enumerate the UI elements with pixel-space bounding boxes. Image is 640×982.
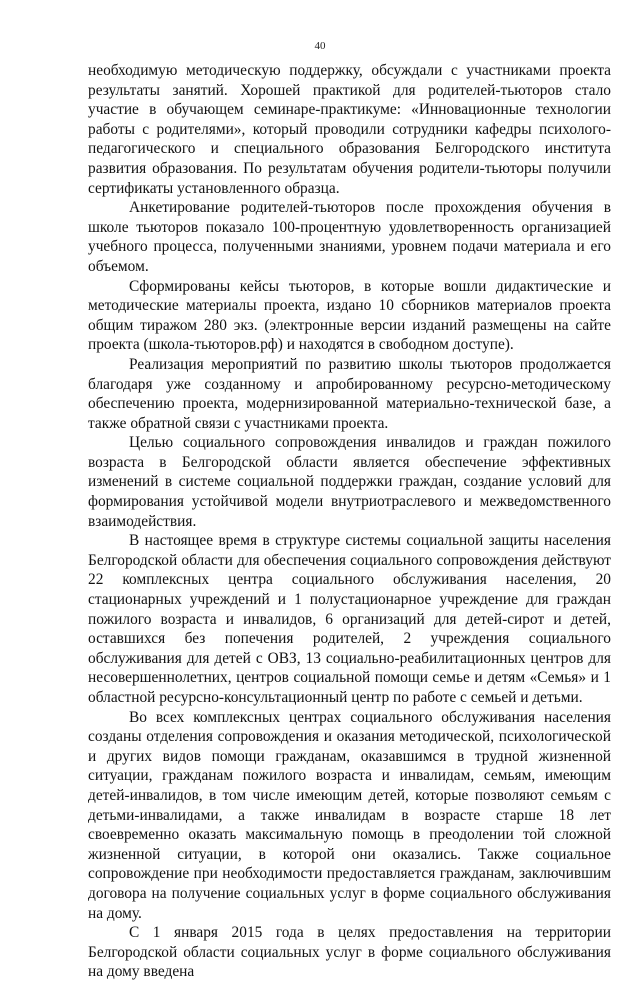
paragraph: Реализация мероприятий по развитию школы тьюторов продолжается благодаря уже созданному и апробированному ресурсно-методическому обеспечению проекта, модернизированной материально-технической базе, а также обратной связи с участниками проекта. bbox=[88, 355, 611, 432]
paragraph: Сформированы кейсы тьюторов, в которые вошли дидактические и методические материалы проекта, издано 10 сборников материалов проекта общим тиражом 280 экз. (электронные версии изданий размещены на сайте проекта (школа-тьюторов.рф) и находятся в свободном доступе). bbox=[88, 277, 611, 354]
paragraph: Целью социального сопровождения инвалидов и граждан пожилого возраста в Белгородской области является обеспечение эффективных изменений в системе социальной поддержки граждан, создание условий для формирования устойчивой модели внутриотраслевого и межведомственного взаимодействия. bbox=[88, 434, 611, 530]
paragraph: С 1 января 2015 года в целях предоставления на территории Белгородской области социальных услуг в форме социального обслуживания на дому введена bbox=[88, 924, 611, 981]
document-body bbox=[88, 61, 611, 982]
paragraph: В настоящее время в структуре системы социальной защиты населения Белгородской области для обеспечения социального сопровождения действуют 22 комплексных центра социального обслуживания населения, 20 стационарных учреждений и 1 полустационарное учреждение для граждан пожилого возраста и инвалидов, 6 организаций для детей-сирот и детей, оставшихся без попечения родителей, 2 учреждения социального обслуживания для детей с ОВЗ, 13 социально-реабилитационных центров для несовершеннолетних, центров социальной помощи семье и детям «Семья» и 1 областной ресурсно-консультационный центр по работе с семьей и детьми. bbox=[88, 532, 611, 706]
paragraph: Анкетирование родителей-тьюторов после прохождения обучения в школе тьюторов показало 100-процентную удовлетворенность организацией учебного процесса, полученными знаниями, уровнем подачи материала и его объемом. bbox=[88, 199, 611, 275]
page-number: 40 bbox=[314, 40, 326, 52]
paragraph: необходимую методическую поддержку, обсуждали с участниками проекта результаты занятий. Хорошей практикой для родителей-тьюторов стало участие в обучающем семинаре-практикуме: «Инновационные технологии работы с родителями», который проводили сотрудники кафедры психолого-педагогического и специального образования Белгородского института развития образования. По результатам обучения родители-тьюторы получили сертификаты установленного образца. bbox=[88, 62, 611, 197]
paragraph: Во всех комплексных центрах социального обслуживания населения созданы отделения сопровождения и оказания методической, психологической и других видов помощи гражданам, оказавшимся в трудной жизненной ситуации, гражданам пожилого возраста и инвалидам, семьям, имеющим детей-инвалидов, в том числе имеющим детей, которые позволяют семьям с детьми-инвалидами, а также инвалидам в возрасте старше 18 лет своевременно оказать максимальную помощь в преодолении той сложной жизненной ситуации, в которой они оказались. Также социальное сопровождение при необходимости предоставляется гражданам, заключившим договора на получение социальных услуг в форме социального обслуживания на дому. bbox=[88, 708, 611, 922]
